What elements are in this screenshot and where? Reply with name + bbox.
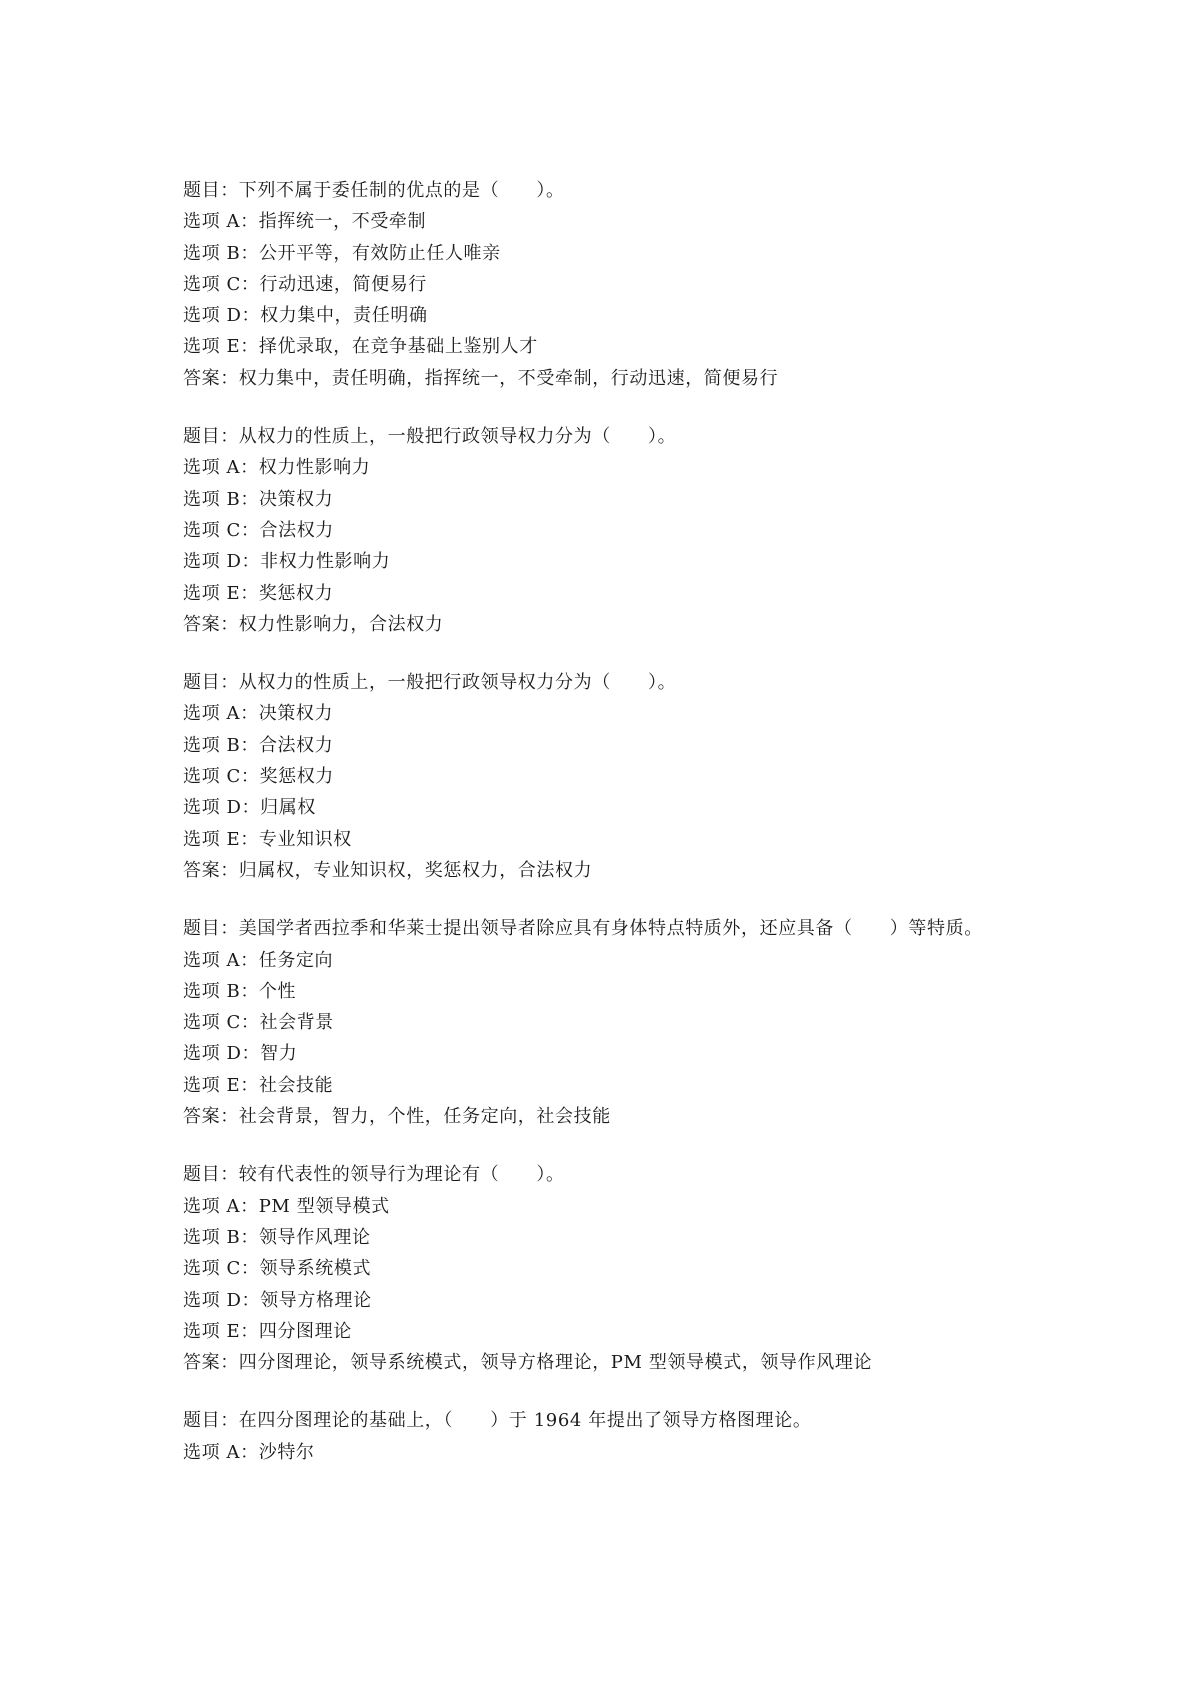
question-1: [183, 175, 1013, 394]
option-a: 选项 A：PM 型领导模式: [183, 1195, 390, 1217]
answer: 答案：四分图理论，领导系统模式，领导方格理论，PM 型领导模式，领导作风理论: [183, 1352, 873, 1374]
option-c: 选项 C：领导系统模式: [183, 1258, 372, 1280]
option-b: 选项 B：领导作风理论: [183, 1226, 371, 1248]
option-e: 选项 E：专业知识权: [183, 828, 352, 850]
option-b: 选项 B：公开平等，有效防止任人唯亲: [183, 242, 501, 264]
question-title: 题目：从权力的性质上，一般把行政领导权力分为（ ）。: [183, 426, 677, 448]
option-a: 选项 A：权力性影响力: [183, 457, 371, 479]
question-2: [183, 421, 1013, 640]
option-d: 选项 D：领导方格理论: [183, 1289, 372, 1311]
answer: 答案：归属权，专业知识权，奖惩权力，合法权力: [183, 859, 593, 881]
question-title: 题目：美国学者西拉季和华莱士提出领导者除应具有身体特点特质外，还应具备（ ）等特质。: [183, 918, 983, 940]
option-e: 选项 E：择优录取，在竞争基础上鉴别人才: [183, 336, 538, 358]
question-6: [183, 1405, 1013, 1468]
answer: 答案：权力性影响力，合法权力: [183, 613, 444, 635]
option-c: 选项 C：奖惩权力: [183, 766, 334, 788]
answer: 答案：权力集中，责任明确，指挥统一，不受牵制，行动迅速，简便易行: [183, 367, 779, 389]
option-b: 选项 B：决策权力: [183, 488, 334, 510]
question-title: 题目：下列不属于委任制的优点的是（ ）。: [183, 180, 565, 201]
option-d: 选项 D：智力: [183, 1043, 298, 1065]
option-a: 选项 A：沙特尔: [183, 1441, 315, 1463]
option-e: 选项 E：社会技能: [183, 1074, 334, 1096]
option-b: 选项 B：个性: [183, 980, 297, 1002]
question-title: 题目：在四分图理论的基础上，（ ）于 1964 年提出了领导方格图理论。: [183, 1410, 812, 1432]
option-c: 选项 C：行动迅速，简便易行: [183, 273, 427, 295]
question-4: [183, 913, 1013, 1132]
answer: 答案：社会背景，智力，个性，任务定向，社会技能: [183, 1106, 611, 1128]
option-c: 选项 C：合法权力: [183, 519, 334, 541]
option-d: 选项 D：权力集中，责任明确: [183, 305, 428, 327]
option-a: 选项 A：任务定向: [183, 949, 334, 971]
option-a: 选项 A：指挥统一，不受牵制: [183, 211, 427, 233]
option-c: 选项 C：社会背景: [183, 1012, 334, 1034]
question-title: 题目：较有代表性的领导行为理论有（ ）。: [183, 1164, 565, 1186]
question-title: 题目：从权力的性质上，一般把行政领导权力分为（ ）。: [183, 672, 677, 694]
option-b: 选项 B：合法权力: [183, 734, 334, 756]
document-body: [183, 175, 1013, 1495]
option-d: 选项 D：归属权: [183, 797, 316, 819]
question-5: [183, 1159, 1013, 1378]
option-d: 选项 D：非权力性影响力: [183, 551, 391, 573]
option-e: 选项 E：奖惩权力: [183, 582, 334, 604]
option-e: 选项 E：四分图理论: [183, 1320, 352, 1342]
question-3: [183, 667, 1013, 886]
option-a: 选项 A：决策权力: [183, 703, 334, 725]
